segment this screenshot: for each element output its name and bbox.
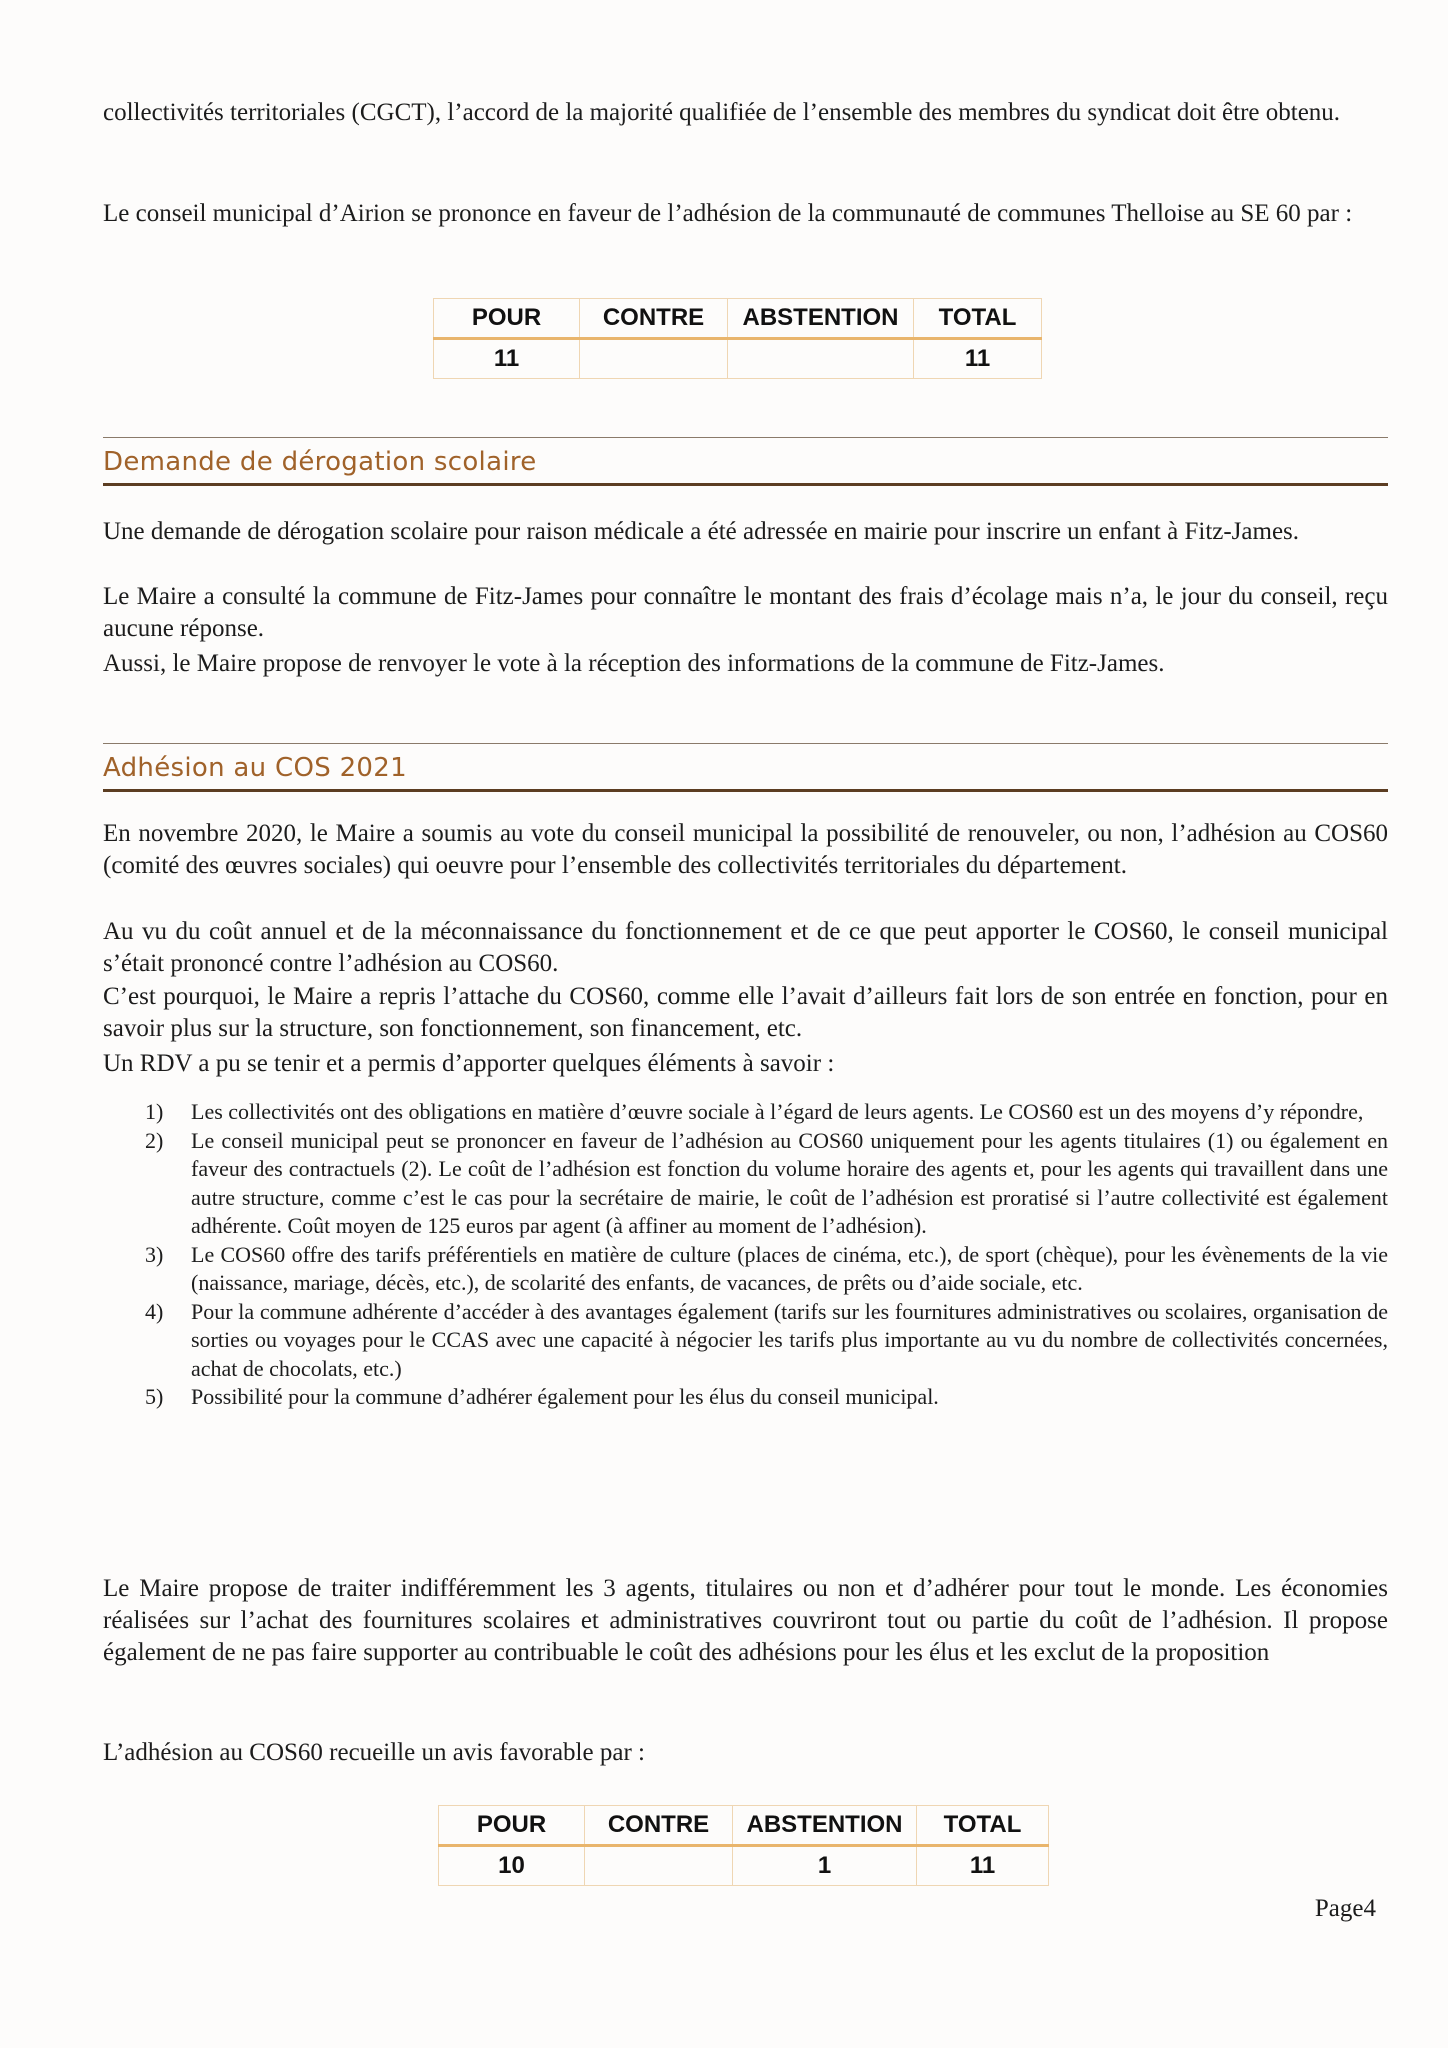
list-item: 1) Les collectivités ont des obligations en matière d’œuvre sociale à l’égard de leurs agents. Le COS60 est un des moyens d’y répondre, — [145, 1099, 1364, 1124]
vote-value-abstention: 1 — [733, 1846, 917, 1886]
vote-header-total: TOTAL — [914, 299, 1042, 339]
vote-value-contre — [580, 339, 728, 379]
vote-value-contre — [585, 1846, 733, 1886]
vote-value-pour: 10 — [439, 1846, 585, 1886]
derogation-paragraph-3: Aussi, le Maire propose de renvoyer le vote à la réception des informations de la commune de Fitz-James. — [103, 650, 1165, 677]
vote-header-pour: POUR — [434, 299, 580, 339]
section-rule-bottom — [103, 483, 1388, 486]
vote-header-pour: POUR — [439, 1806, 585, 1846]
section-rule-top — [103, 437, 1388, 438]
section-title: Demande de dérogation scolaire — [103, 447, 537, 477]
page-number: Page4 — [1314, 1895, 1376, 1922]
list-item: 5) Possibilité pour la commune d’adhérer également pour les élus du conseil municipal. — [145, 1384, 939, 1409]
cos-points-list — [103, 1098, 1388, 1412]
vote-value-pour: 11 — [434, 339, 580, 379]
list-item: 3) Le COS60 offre des tarifs préférentiels en matière de culture (places de cinéma, etc.), de sport (chèque), pour les évènements de la vie (naissance, mariage, décès, etc.), de scolarité des enfants, de vacances, de prêts ou d’aide sociale, etc. — [145, 1241, 1388, 1295]
vote-header-total: TOTAL — [917, 1806, 1049, 1846]
vote-value-total: 11 — [914, 339, 1042, 379]
derogation-paragraph-1: Une demande de dérogation scolaire pour raison médicale a été adressée en mairie pour inscrire un enfant à Fitz-James. — [103, 518, 1300, 545]
section-heading-derogation — [103, 437, 1388, 487]
intro-paragraph-2: Le conseil municipal d’Airion se prononce en faveur de l’adhésion de la communauté de communes Thelloise au SE 60 par : — [103, 200, 1353, 227]
derogation-paragraph-2: Le Maire a consulté la commune de Fitz-James pour connaître le montant des frais d’écolage mais n’a, le jour du conseil, reçu aucune réponse. — [103, 583, 1388, 642]
vote-table-se60 — [433, 298, 1042, 379]
intro-paragraph-1: collectivités territoriales (CGCT), l’accord de la majorité qualifiée de l’ensemble des membres du syndicat doit être obtenu. — [103, 99, 1341, 126]
vote-table-cos60 — [438, 1805, 1049, 1886]
vote-header-abstention: ABSTENTION — [728, 299, 914, 339]
cos-paragraph-2: Au vu du coût annuel et de la méconnaissance du fonctionnement et de ce que peut apporter le COS60, le conseil municipal s’était prononcé contre l’adhésion au COS60. — [103, 918, 1388, 977]
list-item: 4) Pour la commune adhérente d’accéder à des avantages également (tarifs sur les fournitures administratives ou scolaires, organisation de sorties ou voyages pour le CCAS avec une capacité à négocier les tarifs plus importante au vu du nombre de collectivités concernées, achat de chocolats, etc.) — [145, 1298, 1388, 1381]
cos-paragraph-1: En novembre 2020, le Maire a soumis au vote du conseil municipal la possibilité de renouveler, ou non, l’adhésion au COS60 (comité des œuvres sociales) qui oeuvre pour l’ensemble des collectivités territoriales du département. — [103, 820, 1388, 879]
list-item: 2) Le conseil municipal peut se prononcer en faveur de l’adhésion au COS60 uniquement pour les agents titulaires (1) ou également en faveur des contractuels (2). Le coût de l’adhésion est fonction du volume horaire des agents et, pour les agents qui travaillent dans une autre structure, comme c’est le cas pour la secrétaire de mairie, le coût de l’adhésion est proratisé si l’autre collectivité est également adhérente. Coût moyen de 125 euros par agent (à affiner au moment de l’adhésion). — [145, 1127, 1388, 1238]
vote-value-abstention — [728, 339, 914, 379]
section-rule-bottom — [103, 789, 1388, 792]
cos-paragraph-6: L’adhésion au COS60 recueille un avis favorable par : — [103, 1739, 645, 1766]
vote-header-contre: CONTRE — [580, 299, 728, 339]
vote-header-abstention: ABSTENTION — [733, 1806, 917, 1846]
vote-header-contre: CONTRE — [585, 1806, 733, 1846]
vote-value-total: 11 — [917, 1846, 1049, 1886]
section-heading-cos — [103, 743, 1388, 793]
section-title: Adhésion au COS 2021 — [103, 753, 407, 783]
section-rule-top — [103, 743, 1388, 744]
cos-paragraph-4: Un RDV a pu se tenir et a permis d’apporter quelques éléments à savoir : — [103, 1050, 835, 1077]
cos-paragraph-5: Le Maire propose de traiter indifféremment les 3 agents, titulaires ou non et d’adhérer pour tout le monde. Les économies réalisées sur l’achat des fournitures scolaires et administratives couvriront tout ou partie du coût de l’adhésion. Il propose également de ne pas faire supporter au contribuable le coût des adhésions pour les élus et les exclut de la proposition — [103, 1575, 1388, 1666]
cos-paragraph-3: C’est pourquoi, le Maire a repris l’attache du COS60, comme elle l’avait d’ailleurs fait lors de son entrée en fonction, pour en savoir plus sur la structure, son fonctionnement, son financement, etc. — [103, 983, 1388, 1042]
